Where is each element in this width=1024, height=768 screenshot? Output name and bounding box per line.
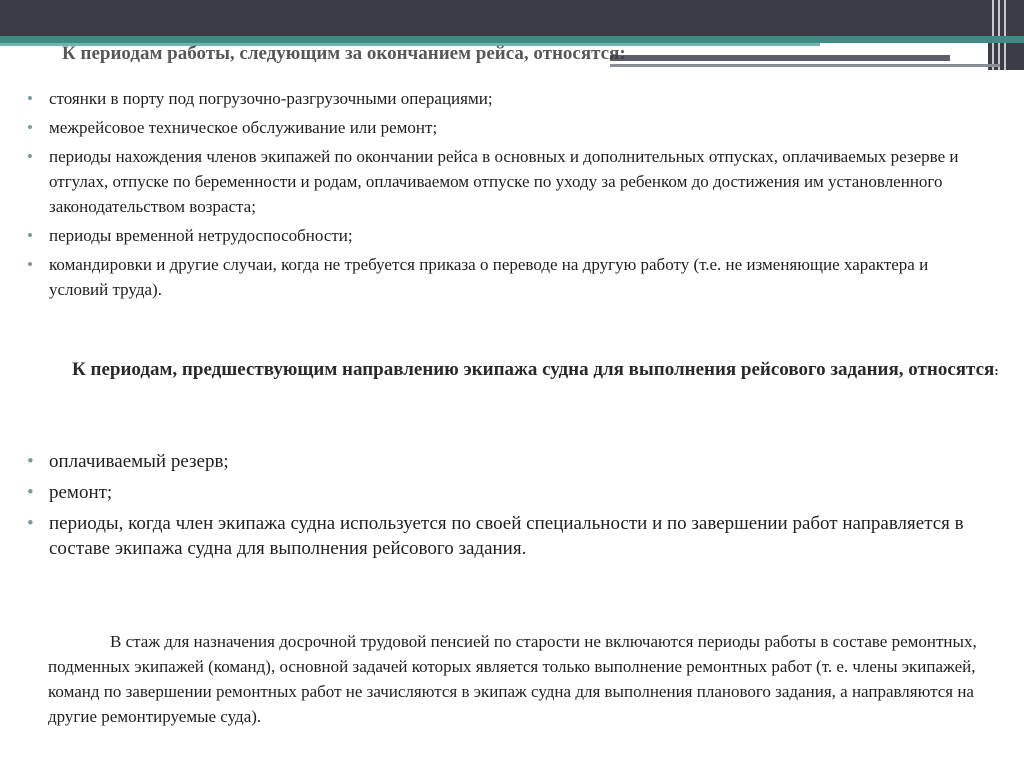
pension-note-paragraph: В стаж для назначения досрочной трудовой пенсией по старости не включаются периоды работы в составе ремонтных, подменных экипажей (команд), основной задачей которых является только выполнение ремонтных работ (т. е. члены экипажей, команд по завершении ремонтных работ не зачисляются в экипаж судна для выполнения планового задания, а направляются на другие ремонтируемые суда). xyxy=(48,632,977,726)
section-heading xyxy=(40,355,1000,386)
list-item: • стоянки в порту под погрузочно-разгрузочными операциями; xyxy=(24,86,984,111)
header-band xyxy=(0,0,1024,36)
list-item: • командировки и другие случаи, когда не требуется приказа о переводе на другую работу (т.е. не изменяющие характера и условий труда). xyxy=(24,252,984,302)
work-periods-after-voyage-list xyxy=(24,86,984,306)
list-item: • ремонт; xyxy=(24,480,984,505)
list-item: • оплачиваемый резерв; xyxy=(24,449,984,474)
list-item: • периоды временной нетрудоспособности; xyxy=(24,223,984,248)
list-item: • межрейсовое техническое обслуживание или ремонт; xyxy=(24,115,984,140)
slide-title: К периодам работы, следующим за окончанием рейса, относятся: xyxy=(62,43,626,64)
section-heading-colon: : xyxy=(994,363,999,378)
decorative-line xyxy=(998,0,1000,70)
list-item: • периоды нахождения членов экипажей по окончании рейса в основных и дополнительных отпусках, оплачиваемых резерве и отгулах, отпуске по беременности и родам, оплачиваемом отпуске по уходу за ребенком до достижения им установленного законодательством возраста; xyxy=(24,144,984,219)
decorative-line xyxy=(1004,0,1006,70)
list-item: • периоды, когда член экипажа судна используется по своей специальности и по завершении работ направляется в составе экипажа судна для выполнения рейсового задания. xyxy=(24,511,984,561)
section-heading-text: К периодам, предшествующим направлению экипажа судна для выполнения рейсового задания, относятся xyxy=(72,359,995,380)
decorative-line xyxy=(992,0,994,70)
periods-before-voyage-list xyxy=(24,449,984,567)
